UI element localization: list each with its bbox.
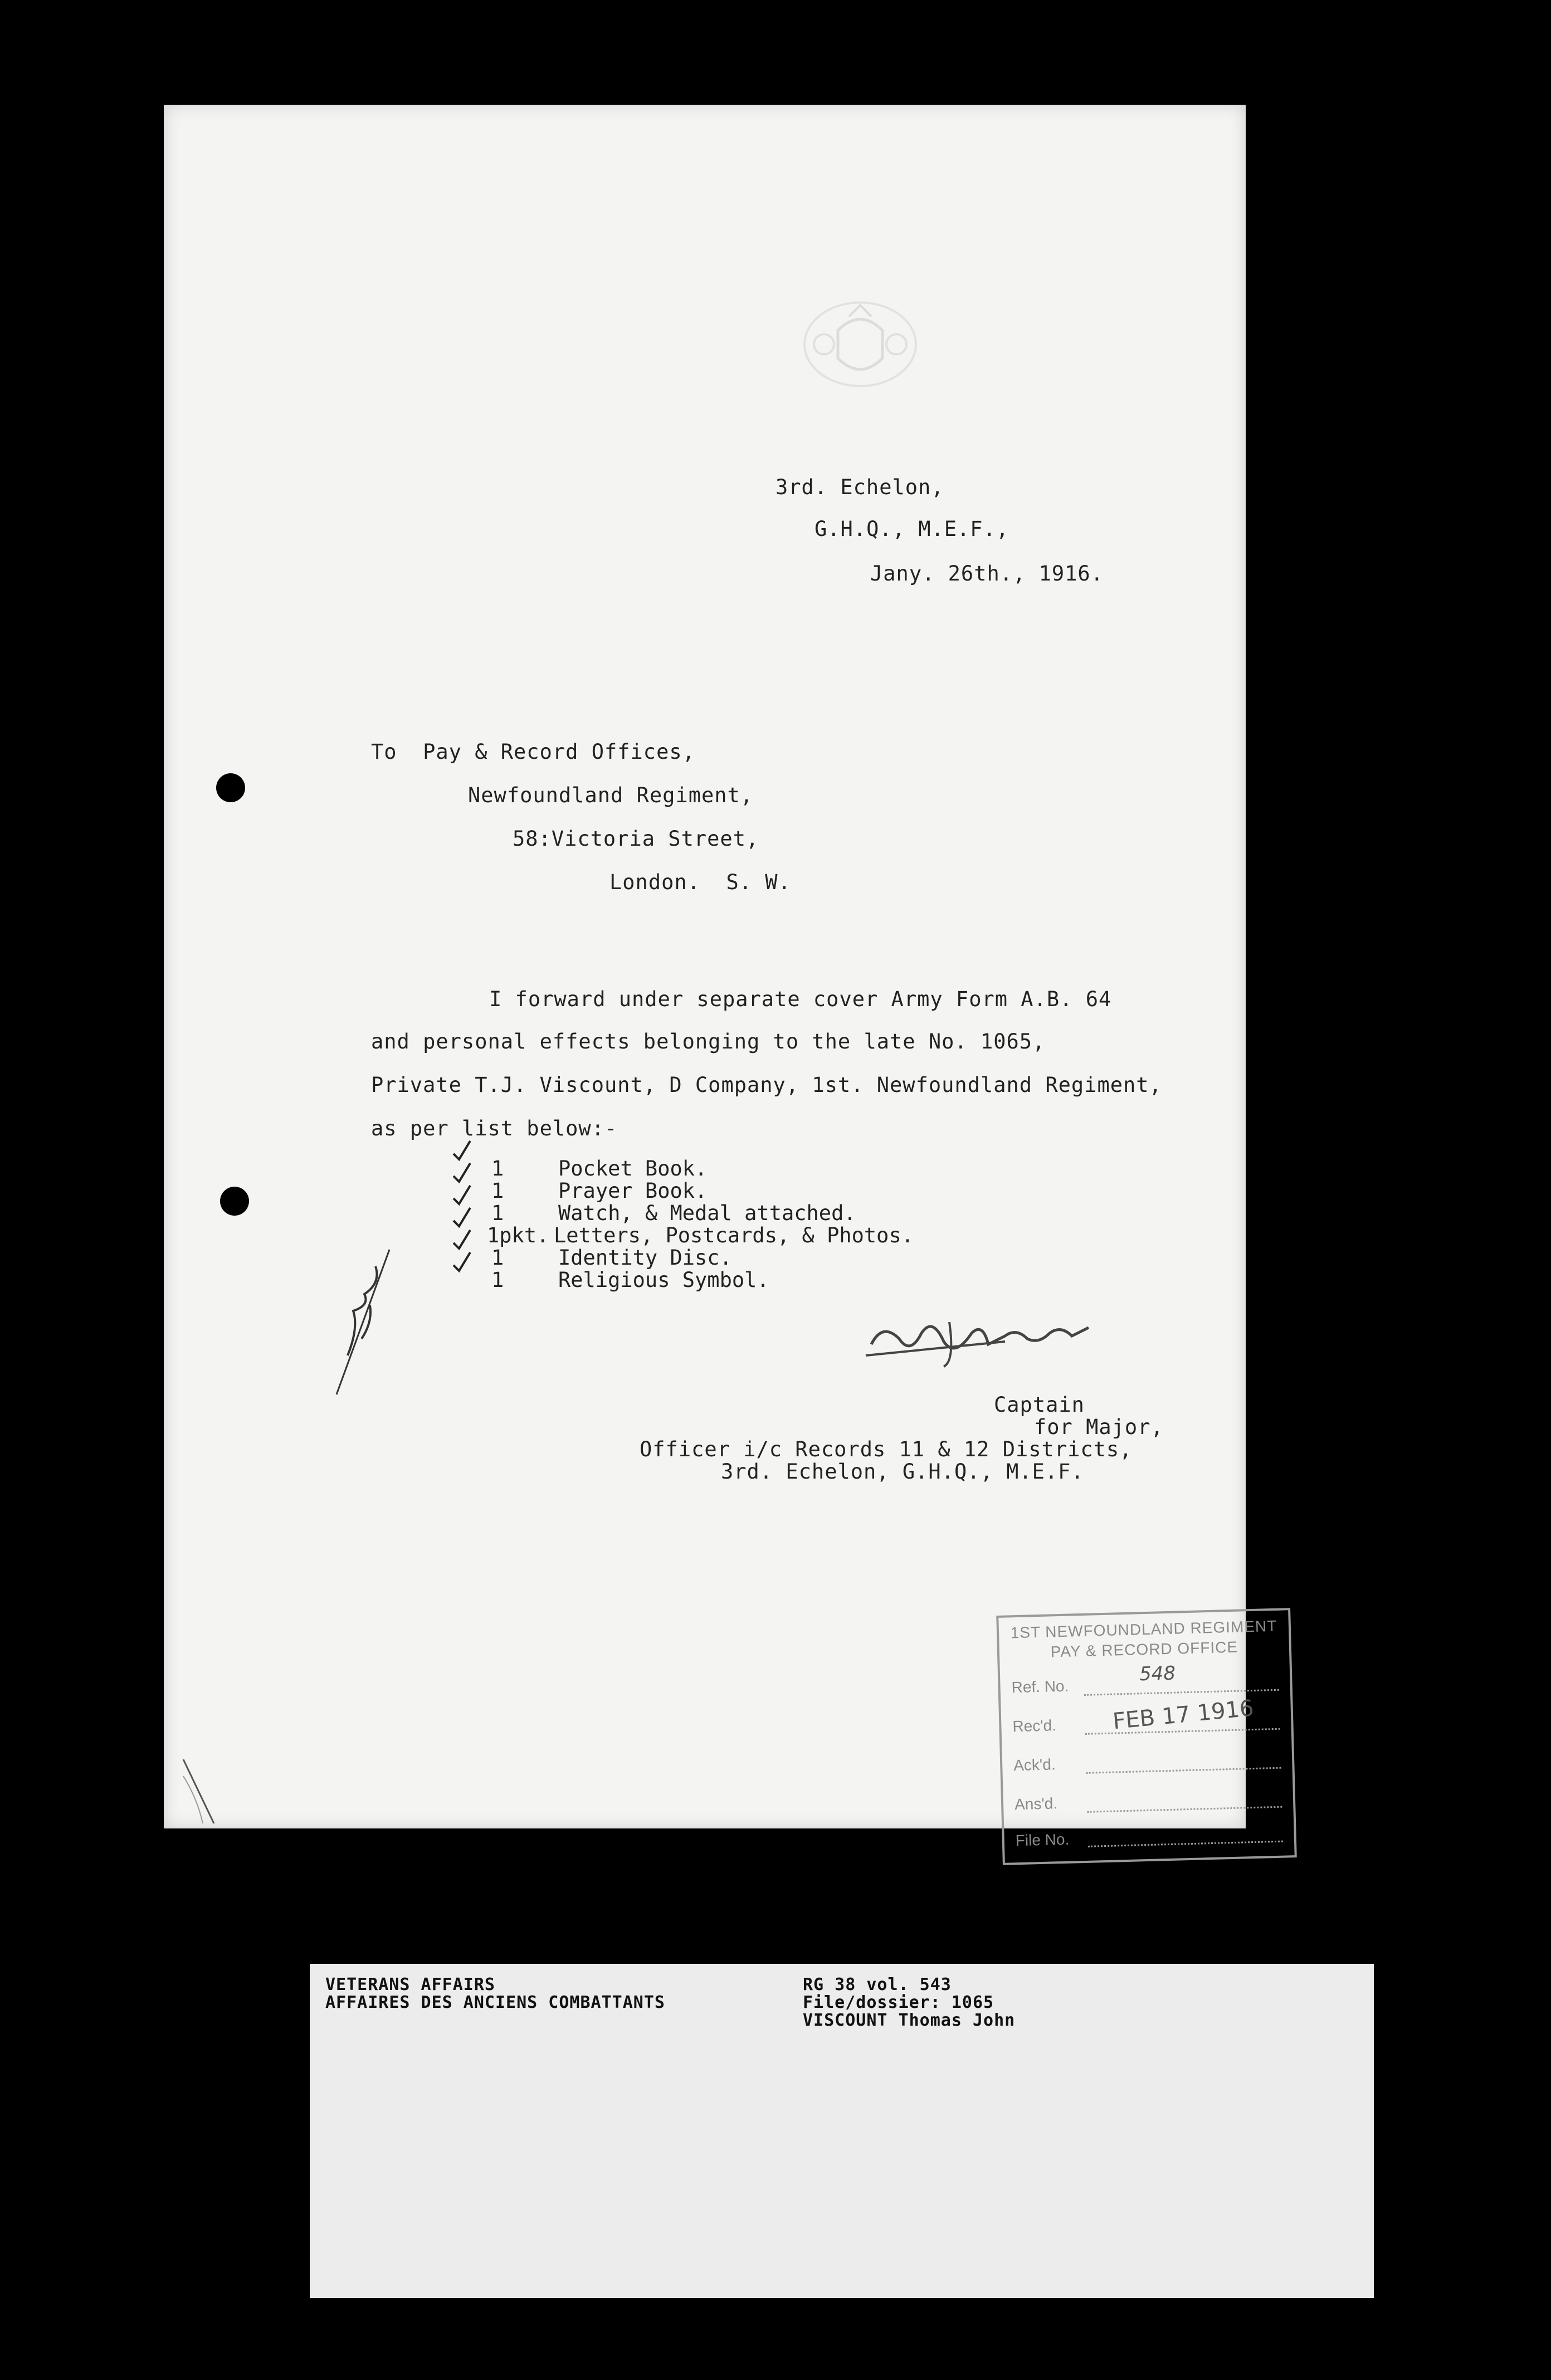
letter-page — [164, 105, 1277, 1850]
header-line-2: G.H.Q., M.E.F., — [814, 517, 1009, 541]
stamp-ref-label: Ref. No. — [1011, 1677, 1069, 1696]
received-stamp — [996, 1608, 1297, 1865]
stamp-file-label: File No. — [1015, 1830, 1070, 1850]
body-line-4: as per list below:- — [371, 1116, 618, 1140]
sign-title: Captain — [994, 1393, 1085, 1417]
list-item: 1 Pocket Book. — [491, 1157, 708, 1181]
stamp-ackd-label: Ack'd. — [1013, 1755, 1056, 1774]
punch-hole-top — [216, 773, 245, 802]
label-left-line-2: AFFAIRES DES ANCIENS COMBATTANTS — [325, 1993, 665, 2012]
punch-hole-bottom — [220, 1187, 249, 1216]
header-line-1: 3rd. Echelon, — [776, 475, 944, 499]
list-item: 1 Identity Disc. — [491, 1246, 732, 1270]
header-date: Jany. 26th., 1916. — [870, 562, 1104, 586]
margin-initials-signature — [331, 1244, 398, 1400]
list-item: 1pkt. Letters, Postcards, & Photos. — [487, 1223, 914, 1247]
stamp-recd-value: FEB 17 1916 — [1111, 1695, 1255, 1735]
address-line-1: To Pay & Record Offices, — [371, 740, 695, 764]
stamp-recd-label: Rec'd. — [1012, 1716, 1057, 1735]
body-line-2: and personal effects belonging to the late No. 1065, — [371, 1030, 1046, 1054]
sign-office: Officer i/c Records 11 & 12 Districts, — [640, 1437, 1133, 1461]
stamp-ref-value: 548 — [1139, 1662, 1176, 1686]
sign-location: 3rd. Echelon, G.H.Q., M.E.F. — [721, 1460, 1084, 1484]
signature — [860, 1311, 1094, 1372]
body-line-1: I forward under separate cover Army Form A.B. 64 — [489, 987, 1112, 1011]
label-left-line-1: VETERANS AFFAIRS — [325, 1975, 495, 1994]
stamp-line-2: PAY & RECORD OFFICE — [1050, 1638, 1238, 1661]
label-right-line-3: VISCOUNT Thomas John — [803, 2011, 1016, 2030]
list-item: 1 Religious Symbol. — [491, 1268, 769, 1292]
address-line-2: Newfoundland Regiment, — [468, 783, 754, 807]
archive-label — [310, 1964, 1374, 2298]
list-item: 1 Prayer Book. — [491, 1179, 708, 1203]
folded-corner — [181, 1754, 247, 1826]
tick-marks-icon — [448, 1138, 481, 1289]
label-right-line-2: File/dossier: 1065 — [803, 1993, 994, 2012]
label-right-line-1: RG 38 vol. 543 — [803, 1975, 952, 1994]
stamp-ansd-label: Ans'd. — [1014, 1794, 1058, 1813]
stamp-line-1: 1ST NEWFOUNDLAND REGIMENT — [1010, 1617, 1277, 1642]
address-line-4: London. S. W. — [609, 870, 791, 894]
body-line-3: Private T.J. Viscount, D Company, 1st. Newfoundland Regiment, — [371, 1073, 1162, 1097]
address-line-3: 58:Victoria Street, — [513, 827, 759, 851]
sign-for: for Major, — [1034, 1415, 1164, 1439]
embossed-crest-icon — [799, 297, 921, 392]
list-item: 1 Watch, & Medal attached. — [491, 1201, 856, 1225]
